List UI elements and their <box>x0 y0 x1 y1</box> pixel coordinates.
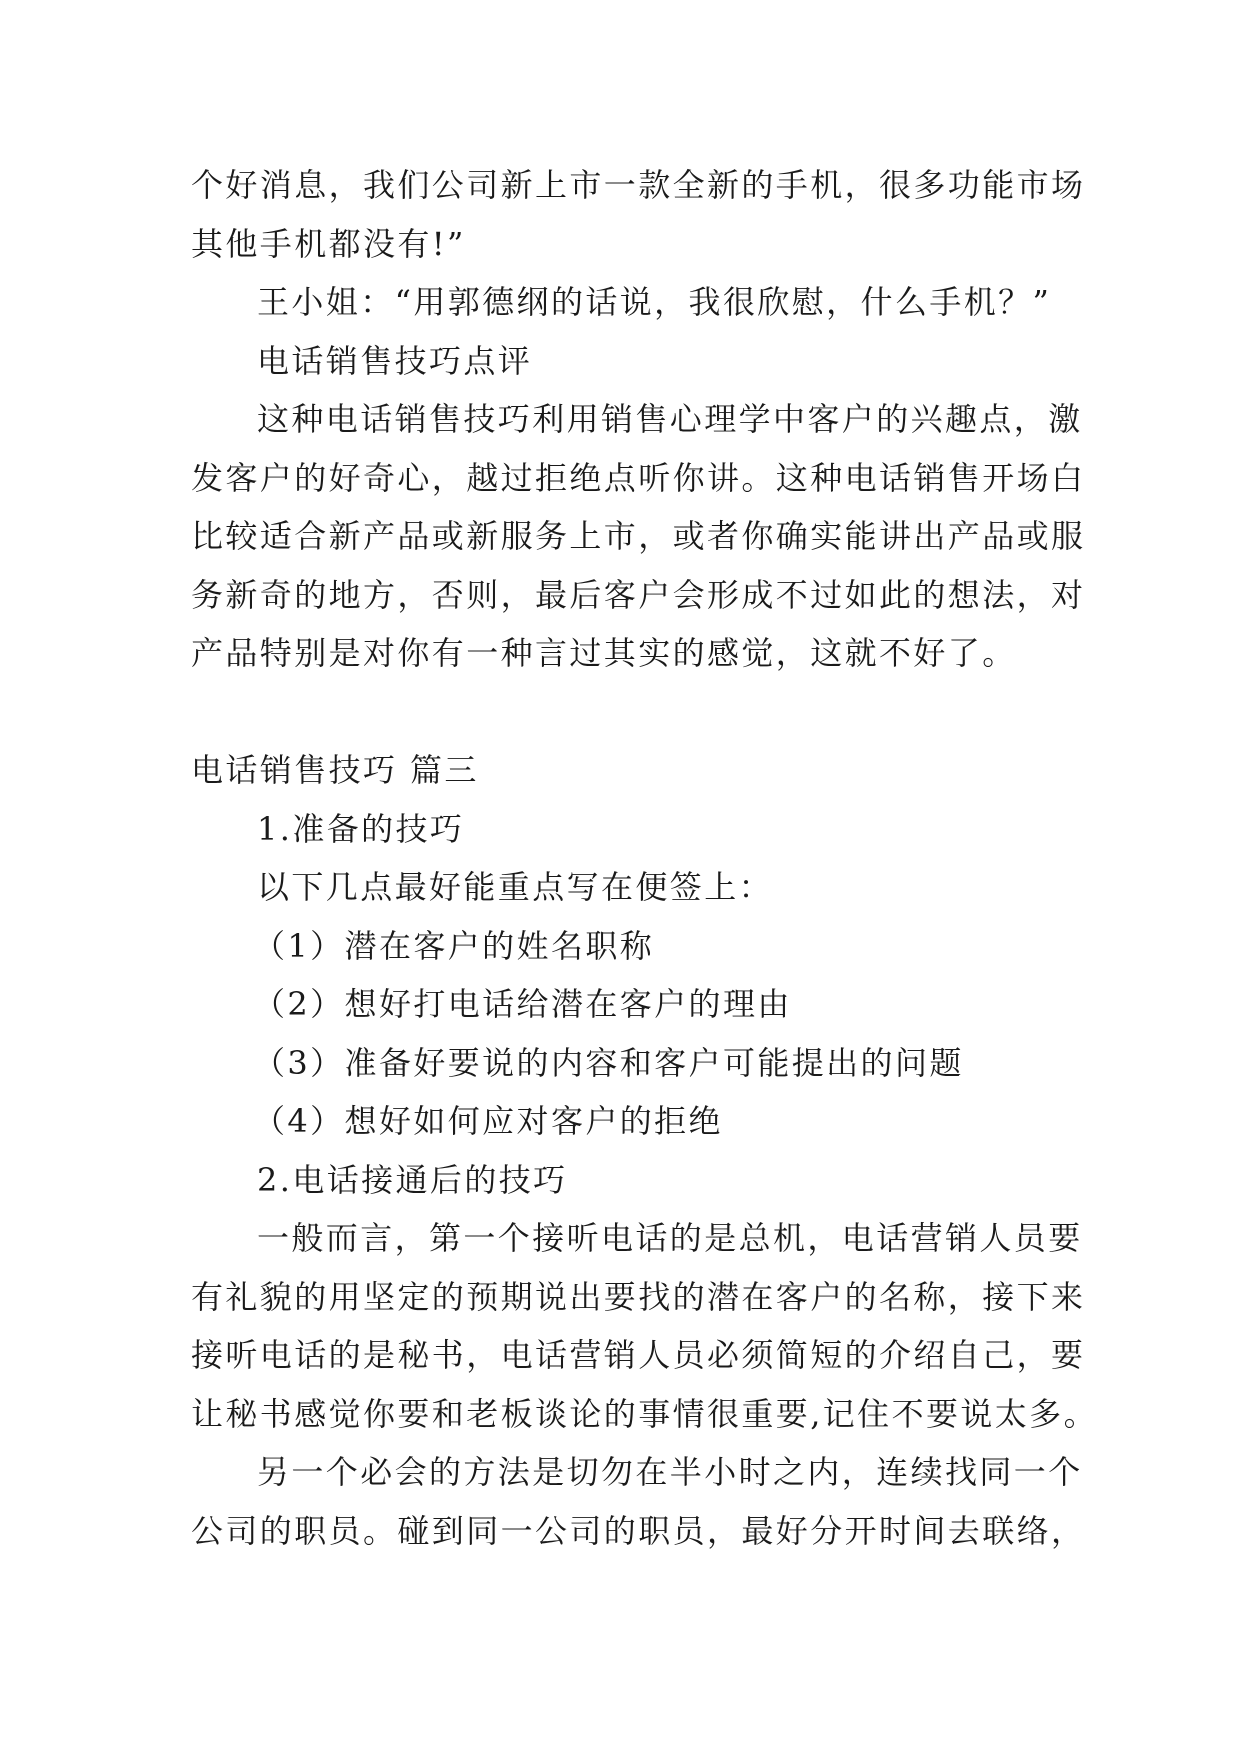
paragraph-line: 有礼貌的用坚定的预期说出要找的潜在客户的名称，接下来 <box>191 1277 1086 1316</box>
review-text-line: 务新奇的地方，否则，最后客户会形成不过如此的想法，对 <box>191 575 1086 614</box>
review-text-line: 产品特别是对你有一种言过其实的感觉，这就不好了。 <box>191 634 1017 672</box>
review-text-line: 发客户的好奇心，越过拒绝点听你讲。这种电话销售开场白 <box>191 458 1086 497</box>
document-page <box>191 156 1098 1560</box>
review-title: 电话销售技巧点评 <box>257 341 533 380</box>
list-item: （4）想好如何应对客户的拒绝 <box>253 1102 723 1140</box>
body-text-line: 个好消息，我们公司新上市一款全新的手机，很多功能市场 <box>191 166 1086 204</box>
body-text-line: 其他手机都没有!” <box>191 224 466 263</box>
paragraph-line: 接听电话的是秘书，电话营销人员必须简短的介绍自己，要 <box>191 1336 1086 1374</box>
paragraph-line: 让秘书感觉你要和老板谈论的事情很重要,记住不要说太多。 <box>191 1394 1098 1433</box>
subsection-title: 2.电话接通后的技巧 <box>257 1160 568 1199</box>
paragraph-line: 另一个必会的方法是切勿在半小时之内，连续找同一个 <box>257 1453 1083 1491</box>
list-item: （3）准备好要说的内容和客户可能提出的问题 <box>253 1043 964 1082</box>
paragraph-line: 一般而言，第一个接听电话的是总机，电话营销人员要 <box>257 1219 1083 1257</box>
paragraph-line: 公司的职员。碰到同一公司的职员，最好分开时间去联络， <box>191 1511 1086 1550</box>
paragraph-gap <box>191 683 1071 742</box>
list-item: （1）潜在客户的姓名职称 <box>253 926 655 965</box>
review-text-line: 这种电话销售技巧利用销售心理学中客户的兴趣点，激 <box>257 400 1083 438</box>
subsection-title: 1.准备的技巧 <box>257 809 465 848</box>
section-heading: 电话销售技巧 篇三 <box>191 751 479 789</box>
subsection-intro: 以下几点最好能重点写在便签上： <box>257 868 774 906</box>
dialogue-line: 王小姐：“用郭德纲的话说，我很欣慰，什么手机？” <box>257 283 1052 321</box>
list-item: （2）想好打电话给潜在客户的理由 <box>253 985 792 1023</box>
review-text-line: 比较适合新产品或新服务上市，或者你确实能讲出产品或服 <box>191 517 1086 555</box>
